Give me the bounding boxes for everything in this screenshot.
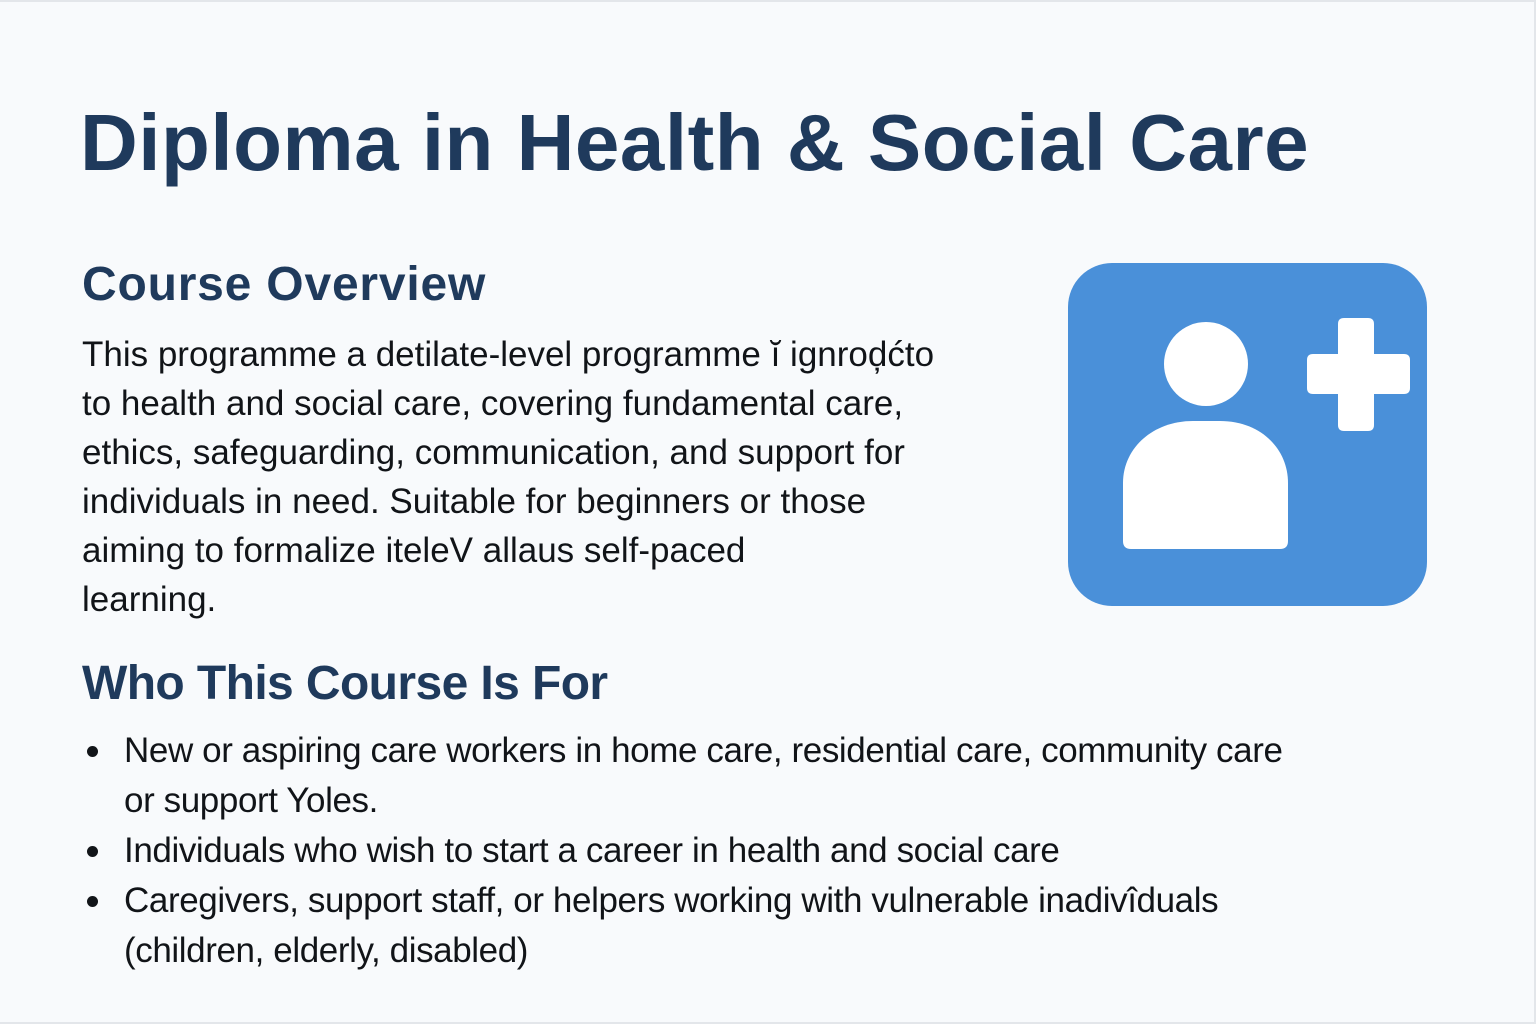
list-item (82, 876, 1462, 976)
overview-line: This programme a detilate-level programme ĭ ignroḑćto (82, 335, 935, 374)
person-head-shape (1164, 322, 1248, 406)
who-this-course-is-for-heading: Who This Course Is For (82, 657, 608, 710)
person-body-shape (1123, 421, 1288, 549)
person-plus-icon (1068, 263, 1427, 606)
audience-list (82, 726, 1462, 976)
overview-line: aiming to formalize iteleV allaus self-paced (82, 531, 746, 570)
list-item (82, 826, 1462, 876)
overview-line: individuals in need. Suitable for beginners or those (82, 482, 867, 521)
bullet-icon (87, 846, 98, 857)
course-overview-heading: Course Overview (82, 258, 487, 311)
list-item-line: New or aspiring care workers in home care, residential care, community care (124, 731, 1283, 770)
list-item-line: or support Yoles. (124, 781, 378, 820)
person-plus-glyph (1068, 263, 1427, 606)
list-item-line: Individuals who wish to start a career in health and social care (124, 831, 1060, 870)
overview-line: ethics, safeguarding, communication, and support for (82, 433, 905, 472)
page-title: Diploma in Health & Social Care (80, 98, 1310, 187)
bullet-icon (87, 896, 98, 907)
list-item-line: (children, elderly, disabled) (124, 931, 529, 970)
list-item-line: Caregivers, support staff, or helpers working with vulnerable inadivîduals (124, 881, 1219, 920)
overview-line: to health and social care, covering fundamental care, (82, 384, 904, 423)
overview-line: learning. (82, 580, 217, 619)
plus-shape (1307, 318, 1410, 431)
course-overview-text (82, 330, 1042, 624)
bullet-icon (87, 746, 98, 757)
list-item (82, 726, 1462, 826)
